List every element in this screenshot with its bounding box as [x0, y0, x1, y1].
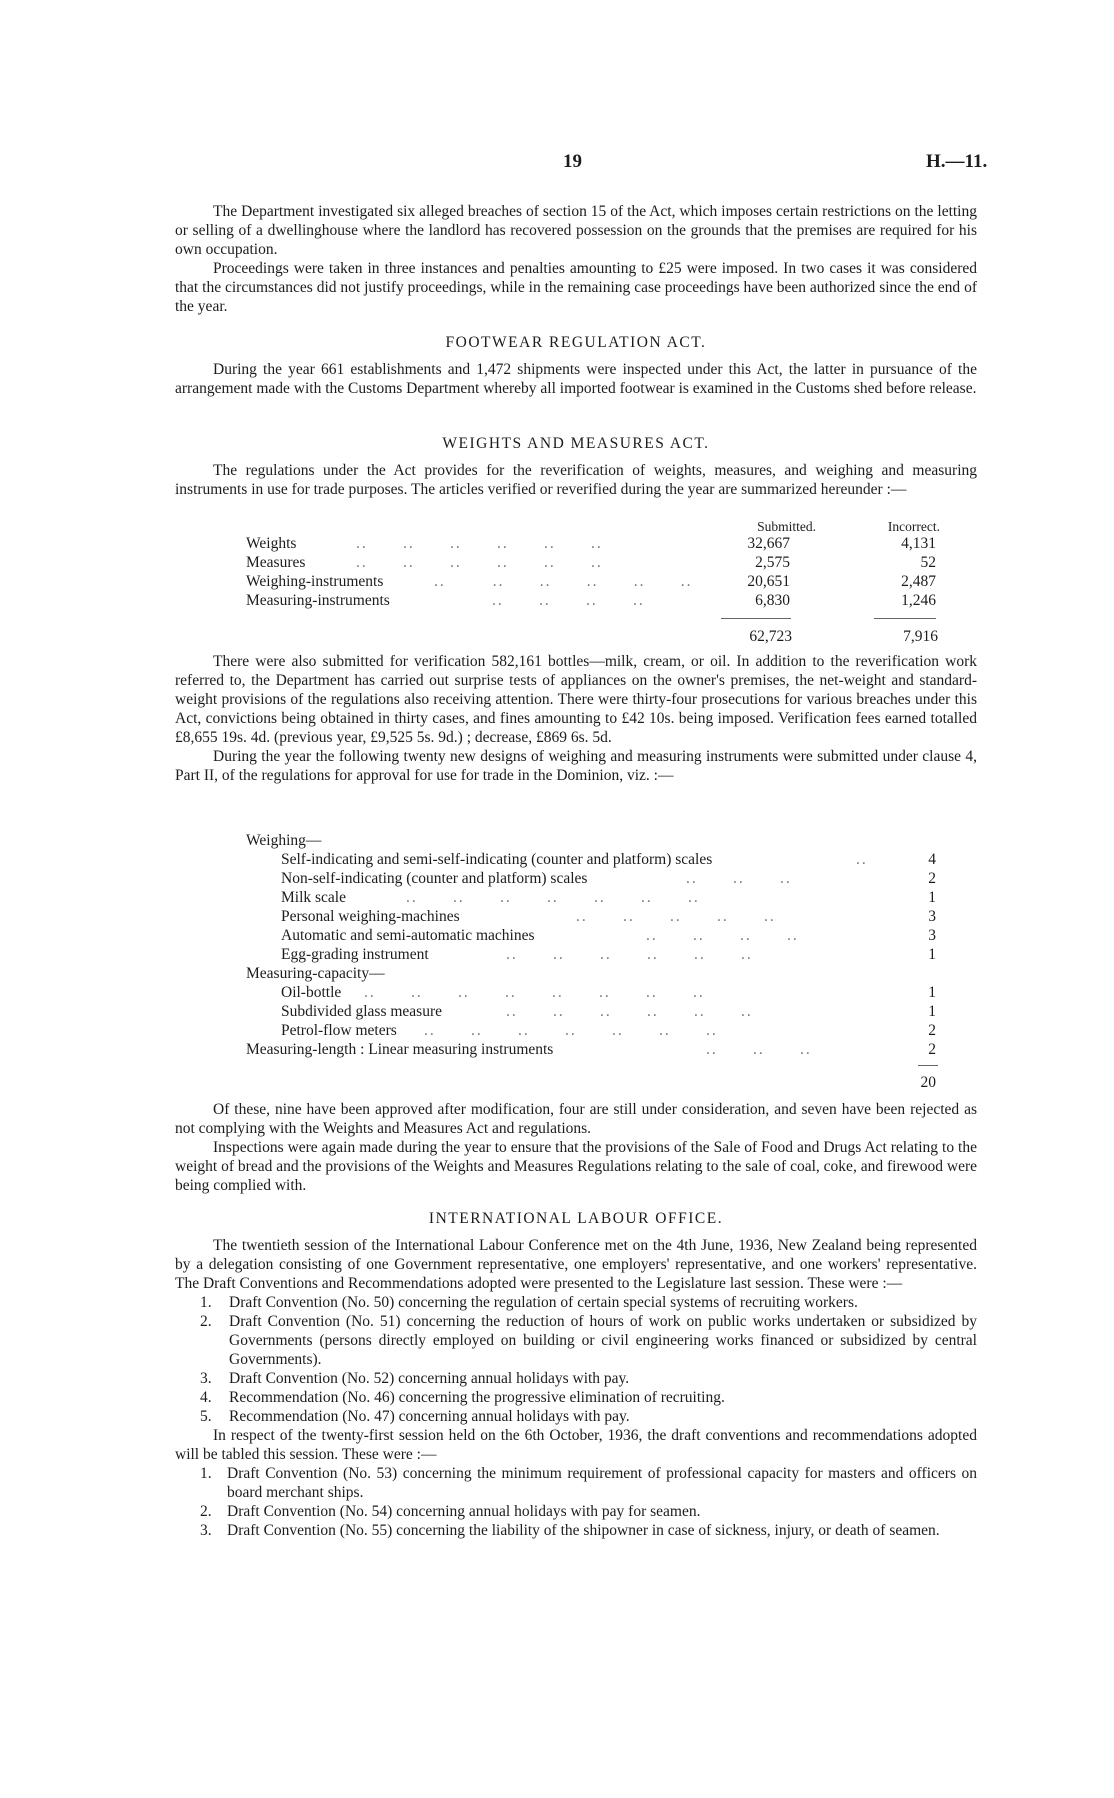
ilo-section — [175, 1209, 977, 1540]
total-incorrect: 7,916 — [903, 628, 938, 645]
weights-paragraph-4: Of these, nine have been approved after modification, four are still under consideration, and seven have been rejected as not complying with the Weights and Measures Act and regulations. — [175, 1101, 977, 1137]
design-label: Non-self-indicating (counter and platform) scales — [281, 870, 588, 887]
intro-paragraph-1: The Department investigated six alleged breaches of section 15 of the Act, which imposes certain restrictions on the letting or selling of a dwellinghouse where the landlord has recovered possession on the grounds that the premises are required for his own occupation. — [175, 203, 977, 258]
leader-dots: .. .. .. .. .. .. — [356, 554, 603, 571]
submitted-value: 6,830 — [755, 592, 790, 609]
footwear-heading: FOOTWEAR REGULATION ACT. — [445, 334, 707, 351]
list-item-number: 2. — [200, 1313, 212, 1330]
leader-dots: .. .. .. .. .. .. — [356, 535, 603, 552]
list-item-text: Recommendation (No. 46) concerning the progressive elimination of recruiting. — [229, 1389, 725, 1406]
list-item — [175, 1369, 977, 1388]
list-item-text: Draft Convention (No. 50) concerning the regulation of certain special systems of recruiting workers. — [229, 1294, 858, 1311]
total-rule-submitted — [721, 618, 791, 619]
intro-paragraph-2: Proceedings were taken in three instances and penalties amounting to £25 were imposed. In two cases it was considered that the circumstances did not justify proceedings, while in the remaining case proceedings have been authorized since the end of the year. — [175, 260, 977, 315]
design-label: Automatic and semi-automatic machines — [281, 927, 535, 944]
ilo-list-1 — [175, 1293, 977, 1426]
list-item — [175, 1464, 977, 1502]
list-item-number: 4. — [200, 1389, 212, 1406]
column-header-submitted: Submitted. — [757, 519, 816, 534]
design-label: Egg-grading instrument — [281, 946, 429, 963]
weights-section — [175, 434, 977, 499]
incorrect-value: 52 — [920, 554, 936, 571]
page-number: 19 — [563, 151, 582, 172]
list-item-number: 3. — [200, 1370, 212, 1387]
footwear-section — [175, 333, 977, 398]
submitted-value: 2,575 — [755, 554, 790, 571]
capacity-heading: Measuring-capacity— — [246, 965, 385, 982]
design-label: Self-indicating and semi-self-indicating (counter and platform) scales — [281, 851, 713, 868]
design-label: Subdivided glass measure — [281, 1003, 443, 1020]
list-item — [246, 983, 946, 1002]
incorrect-value: 2,487 — [901, 573, 936, 590]
list-item-text: Draft Convention (No. 53) concerning the minimum requirement of professional capacity for masters and officers on board merchant ships. — [227, 1465, 977, 1501]
list-item-text: Draft Convention (No. 55) concerning the liability of the shipowner in case of sickness, injury, or death of seamen. — [227, 1522, 940, 1539]
designs-total: 20 — [920, 1074, 936, 1091]
designs-total-rule — [918, 1065, 938, 1066]
ilo-paragraph-1: The twentieth session of the International Labour Conference met on the 4th June, 1936, New Zealand being represented by a delegation consisting of one Government representative, one employers' representative, and one workers' representative. The Draft Conventions and Recommendations adopted were presented to the Legislature last session. These were :— — [175, 1237, 977, 1292]
leader-dots: .. .. .. .. — [492, 592, 645, 609]
design-label: Oil-bottle — [281, 984, 342, 1001]
total-submitted: 62,723 — [749, 628, 792, 645]
design-count: 4 — [928, 851, 936, 868]
leader-dots: .. .. .. .. .. .. — [506, 946, 753, 963]
leader-dots: .. .. .. .. .. .. — [434, 573, 693, 590]
design-label: Personal weighing-machines — [281, 908, 460, 925]
design-count: 3 — [928, 927, 936, 944]
table-row — [246, 591, 946, 610]
submitted-value: 20,651 — [747, 573, 790, 590]
list-item-text: Draft Convention (No. 51) concerning the reduction of hours of work on public works undertaken or subsidized by Governments (persons directly employed on building or civil engineering works financed or subsidized by central Governments). — [229, 1313, 977, 1368]
weights-paragraph-5: Inspections were again made during the year to ensure that the provisions of the Sale of Food and Drugs Act relating to the weight of bread and the provisions of the Weights and Measures Regulations relating to the sale of coal, coke, and firewood were being complied with. — [175, 1139, 977, 1194]
designs-list — [246, 831, 946, 1091]
list-item — [246, 926, 946, 945]
list-item — [175, 1407, 977, 1426]
list-item — [246, 907, 946, 926]
list-item — [246, 1021, 946, 1040]
list-item-text: Draft Convention (No. 54) concerning annual holidays with pay for seamen. — [227, 1503, 701, 1520]
list-item — [246, 850, 946, 869]
list-item-text: Draft Convention (No. 52) concerning annual holidays with pay. — [229, 1370, 630, 1387]
list-item-number: 5. — [200, 1408, 212, 1425]
list-item-text: Recommendation (No. 47) concerning annual holidays with pay. — [229, 1408, 630, 1425]
ilo-list-2 — [175, 1464, 977, 1540]
incorrect-value: 4,131 — [901, 535, 936, 552]
weights-text-2 — [175, 652, 977, 785]
design-count: 1 — [928, 984, 936, 1001]
table-row — [246, 534, 946, 553]
list-item-number: 2. — [200, 1503, 212, 1520]
leader-dots: .. .. .. .. .. .. .. — [424, 1022, 718, 1039]
leader-dots: .. .. .. .. .. .. — [506, 1003, 753, 1020]
submitted-value: 32,667 — [747, 535, 790, 552]
design-count: 2 — [928, 1022, 936, 1039]
footwear-paragraph: During the year 661 establishments and 1,472 shipments were inspected under this Act, the latter in pursuance of the arrangement made with the Customs Department whereby all imported footwear is examined in the Customs shed before release. — [175, 361, 977, 397]
design-count: 2 — [928, 1041, 936, 1058]
leader-dots: .. — [856, 851, 868, 868]
design-count: 2 — [928, 870, 936, 887]
list-item — [246, 1040, 946, 1059]
ilo-heading: INTERNATIONAL LABOUR OFFICE. — [428, 1210, 724, 1227]
leader-dots: .. .. .. — [706, 1041, 812, 1058]
table-row — [246, 572, 946, 591]
list-item — [175, 1502, 977, 1521]
weights-paragraph-2: There were also submitted for verification 582,161 bottles—milk, cream, or oil. In addition to the reverification work referred to, the Department has carried out surprise tests of appliances on the owner's premises, the net-weight and standard-weight provisions of the regulations also receiving attention. There were thirty-four prosecutions for various breaches under this Act, convictions being obtained in thirty cases, and fines amounting to £42 10s. being imposed. Verification fees earned totalled £8,655 19s. 4d. (previous year, £9,525 5s. 9d.) ; decrease, £869 6s. 5d. — [175, 653, 977, 746]
weights-text-3 — [175, 1100, 977, 1195]
document-reference: H.—11. — [926, 151, 988, 172]
ilo-paragraph-2: In respect of the twenty-first session held on the 6th October, 1936, the draft conventions and recommendations adopted will be tabled this session. These were :— — [175, 1427, 977, 1463]
leader-dots: .. .. .. — [686, 870, 792, 887]
design-count: 3 — [928, 908, 936, 925]
list-group-heading — [246, 964, 946, 983]
design-count: 1 — [928, 946, 936, 963]
intro-section — [175, 202, 977, 316]
total-rule-incorrect — [874, 618, 936, 619]
list-item — [246, 1002, 946, 1021]
leader-dots: .. .. .. .. — [646, 927, 799, 944]
leader-dots: .. .. .. .. .. .. .. — [406, 889, 700, 906]
weights-paragraph-1: The regulations under the Act provides for the reverification of weights, measures, and weighing and measuring instruments in use for trade purposes. The articles verified or reverified during the year are summarized hereunder :— — [175, 462, 977, 498]
list-item — [246, 945, 946, 964]
table-row — [246, 553, 946, 572]
design-label: Milk scale — [281, 889, 346, 906]
list-item — [175, 1293, 977, 1312]
list-group-heading — [246, 831, 946, 850]
row-label: Weighing-instruments — [246, 573, 384, 590]
list-item — [175, 1521, 977, 1540]
column-header-incorrect: Incorrect. — [887, 519, 940, 534]
list-item — [175, 1388, 977, 1407]
row-label: Measures — [246, 554, 306, 571]
leader-dots: .. .. .. .. .. — [576, 908, 776, 925]
weights-paragraph-3: During the year the following twenty new designs of weighing and measuring instruments were submitted under clause 4, Part II, of the regulations for approval for use for trade in the Dominion, viz. :— — [175, 748, 977, 784]
designs-total-row — [246, 1073, 946, 1092]
list-item — [246, 888, 946, 907]
design-count: 1 — [928, 1003, 936, 1020]
weighing-heading: Weighing— — [246, 832, 322, 849]
list-item — [175, 1312, 977, 1369]
list-item-number: 1. — [200, 1465, 212, 1482]
leader-dots: .. .. .. .. .. .. .. .. — [364, 984, 705, 1001]
weights-heading: WEIGHTS AND MEASURES ACT. — [442, 435, 710, 452]
design-label: Measuring-length : Linear measuring instruments — [246, 1041, 554, 1058]
list-item-number: 1. — [200, 1294, 212, 1311]
list-item-number: 3. — [200, 1522, 212, 1539]
design-count: 1 — [928, 889, 936, 906]
incorrect-value: 1,246 — [901, 592, 936, 609]
row-label: Weights — [246, 535, 297, 552]
design-label: Petrol-flow meters — [281, 1022, 397, 1039]
row-label: Measuring-instruments — [246, 592, 390, 609]
list-item — [246, 869, 946, 888]
